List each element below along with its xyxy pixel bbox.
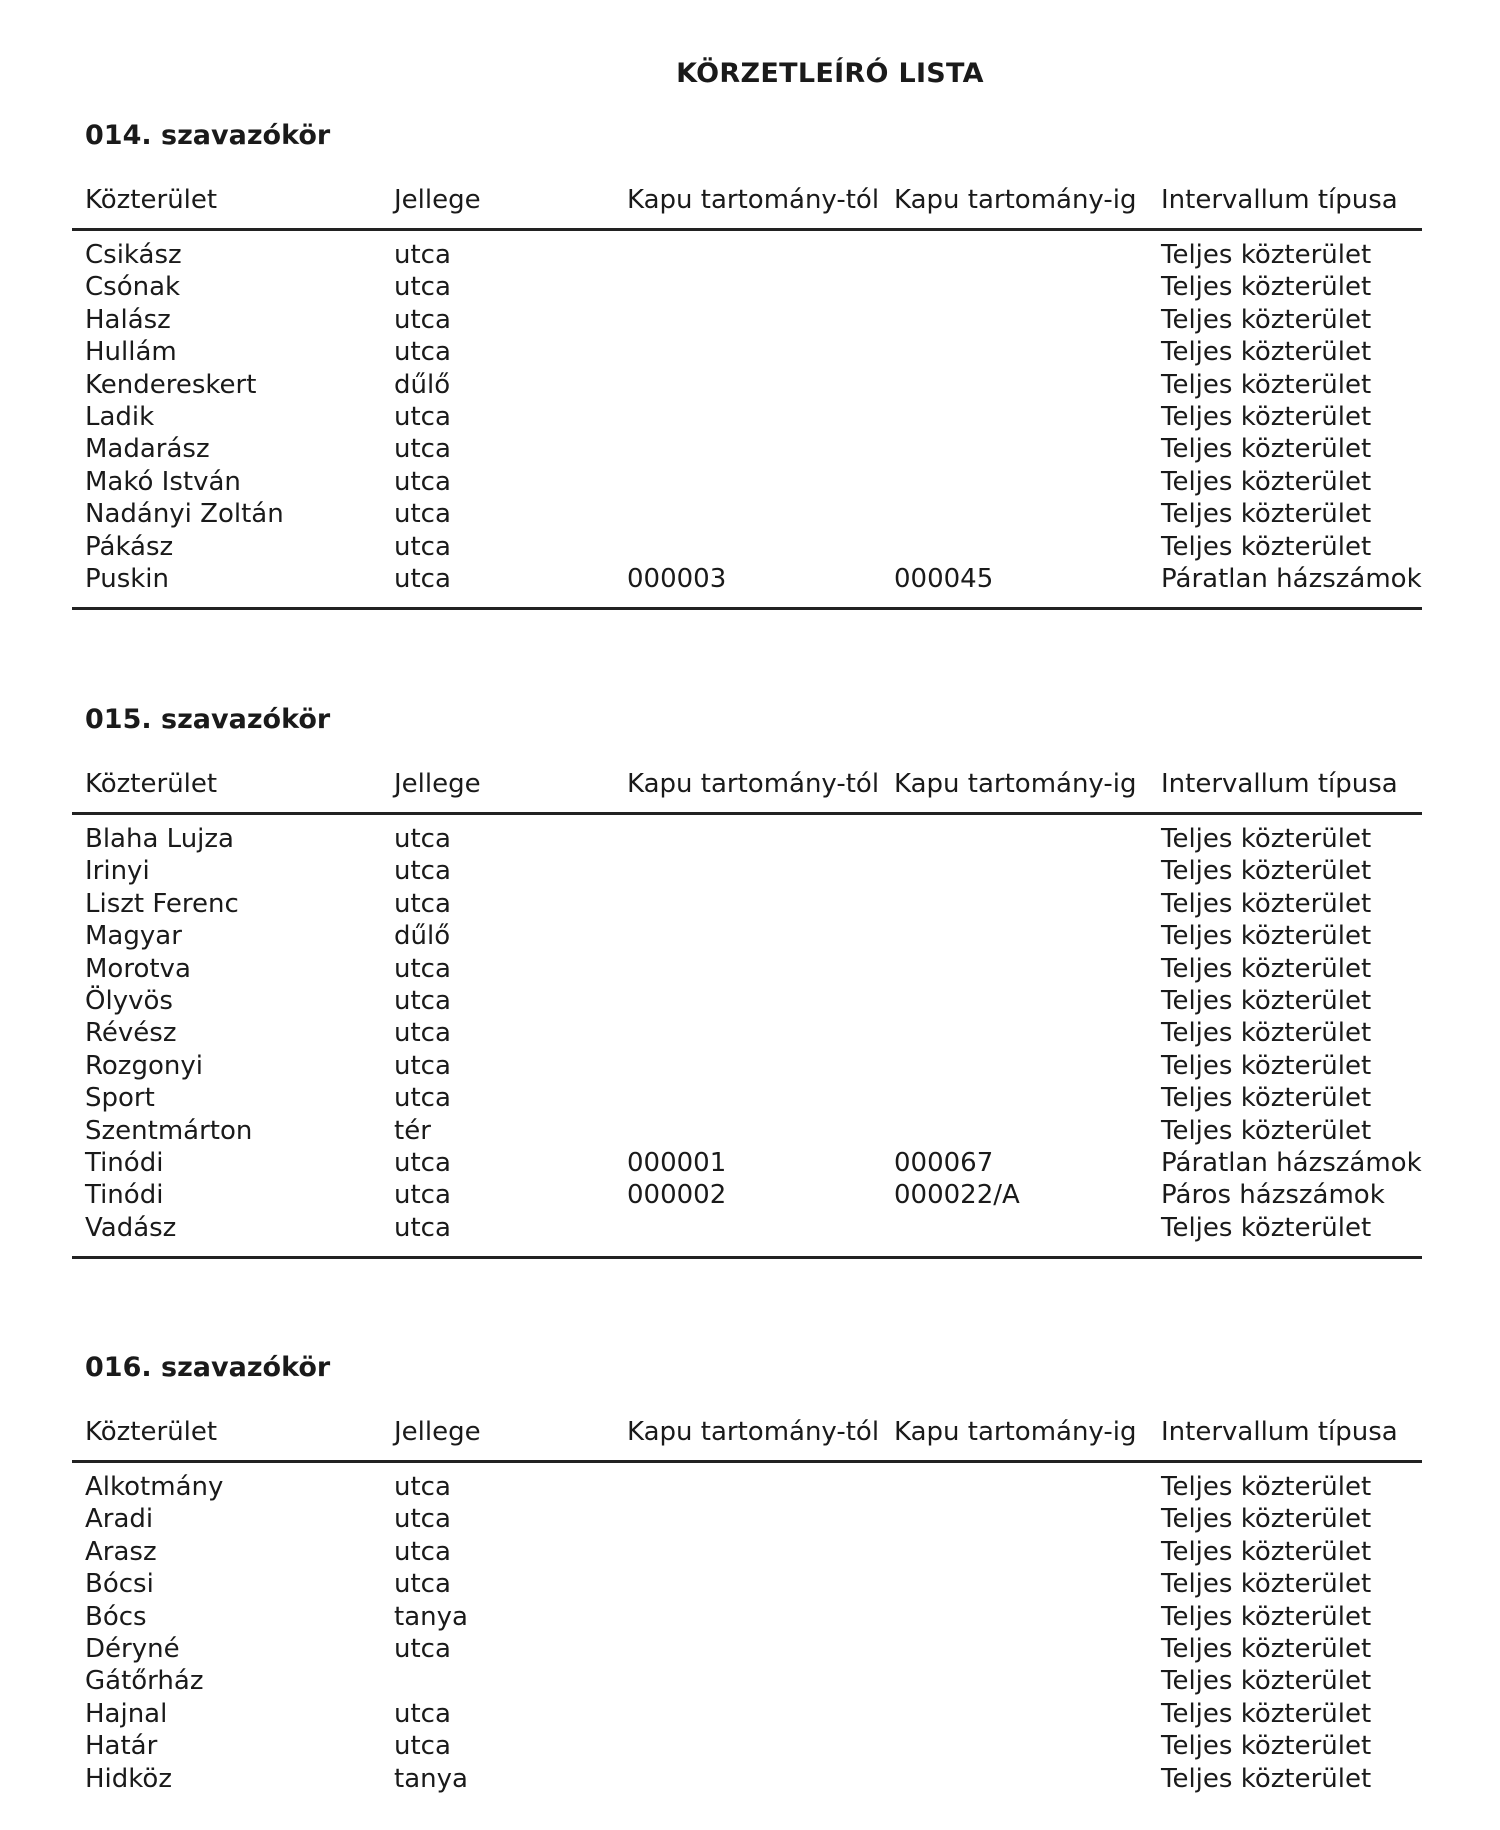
table-row <box>72 336 1422 368</box>
cell-intervallum: Teljes közterület <box>1161 1536 1372 1567</box>
cell-jellege: utca <box>394 531 451 562</box>
header-kapu-tol: Kapu tartomány-tól <box>627 1417 880 1447</box>
header-rule <box>72 228 1422 231</box>
table-row <box>72 823 1422 855</box>
section-014 <box>72 120 1422 610</box>
cell-kozterulet: Aradi <box>85 1504 154 1535</box>
header-kozterulet: Közterület <box>85 769 218 799</box>
cell-jellege: utca <box>394 1536 451 1567</box>
table-row <box>72 401 1422 433</box>
cell-jellege: utca <box>394 337 451 368</box>
section-015 <box>72 704 1422 1259</box>
cell-kozterulet: Tinódi <box>85 1180 164 1211</box>
cell-jellege: utca <box>394 1147 451 1178</box>
table-row <box>72 239 1422 271</box>
section-bottom-rule <box>72 607 1422 610</box>
cell-kozterulet: Ladik <box>85 401 155 432</box>
table-row <box>72 1082 1422 1114</box>
cell-kozterulet: Makó István <box>85 466 241 497</box>
table-row <box>72 1471 1422 1503</box>
section-title: 015. szavazókör <box>85 704 331 735</box>
table-row <box>72 1568 1422 1600</box>
table-row <box>72 369 1422 401</box>
table-row <box>72 1698 1422 1730</box>
header-kozterulet: Közterület <box>85 185 218 215</box>
cell-intervallum: Teljes közterület <box>1161 1763 1372 1794</box>
cell-kozterulet: Tinódi <box>85 1147 164 1178</box>
cell-jellege: utca <box>394 272 451 303</box>
cell-kozterulet: Bócsi <box>85 1569 154 1600</box>
cell-kozterulet: Ölyvös <box>85 985 173 1016</box>
header-kapu-ig: Kapu tartomány-ig <box>894 1417 1137 1447</box>
cell-jellege: utca <box>394 1698 451 1729</box>
header-kapu-ig: Kapu tartomány-ig <box>894 769 1137 799</box>
table-row <box>72 563 1422 595</box>
cell-jellege: utca <box>394 434 451 465</box>
cell-intervallum: Teljes közterület <box>1161 1601 1372 1632</box>
table-body <box>72 1471 1422 1795</box>
cell-jellege: utca <box>394 499 451 530</box>
cell-jellege: utca <box>394 563 451 594</box>
cell-kozterulet: Halász <box>85 304 171 335</box>
table-row <box>72 1633 1422 1665</box>
cell-kozterulet: Hullám <box>85 337 177 368</box>
table-row <box>72 855 1422 887</box>
cell-kozterulet: Alkotmány <box>85 1472 224 1502</box>
table-row <box>72 1665 1422 1697</box>
table-row <box>72 531 1422 563</box>
cell-intervallum: Teljes közterület <box>1161 1115 1372 1146</box>
cell-jellege: utca <box>394 304 451 335</box>
table-header <box>72 184 1422 216</box>
table-row <box>72 433 1422 465</box>
cell-kozterulet: Bócs <box>85 1601 147 1632</box>
table-row <box>72 920 1422 952</box>
cell-intervallum: Teljes közterület <box>1161 921 1372 952</box>
cell-intervallum: Teljes közterület <box>1161 1083 1372 1114</box>
table-body <box>72 239 1422 595</box>
cell-jellege: utca <box>394 466 451 497</box>
table-row <box>72 1536 1422 1568</box>
cell-kozterulet: Puskin <box>85 563 170 594</box>
cell-intervallum: Páratlan házszámok <box>1161 563 1422 594</box>
table-row <box>72 304 1422 336</box>
table-row <box>72 1050 1422 1082</box>
cell-intervallum: Teljes közterület <box>1161 1666 1372 1697</box>
cell-jellege: utca <box>394 824 451 854</box>
cell-intervallum: Teljes közterület <box>1161 953 1372 984</box>
cell-jellege: utca <box>394 1212 451 1243</box>
cell-intervallum: Teljes közterület <box>1161 1018 1372 1049</box>
section-title: 016. szavazókör <box>85 1352 331 1383</box>
header-kapu-tol: Kapu tartomány-tól <box>627 769 880 799</box>
cell-kapu-tol: 000003 <box>627 563 727 594</box>
cell-kozterulet: Liszt Ferenc <box>85 888 239 919</box>
table-header <box>72 768 1422 800</box>
cell-intervallum: Teljes közterület <box>1161 1212 1372 1243</box>
header-rule <box>72 1460 1422 1463</box>
cell-intervallum: Teljes közterület <box>1161 531 1372 562</box>
cell-intervallum: Teljes közterület <box>1161 466 1372 497</box>
cell-jellege: utca <box>394 1018 451 1049</box>
cell-kapu-ig: 000022/A <box>894 1180 1020 1211</box>
header-intervallum: Intervallum típusa <box>1161 769 1398 799</box>
cell-jellege: tanya <box>394 1601 468 1632</box>
cell-kozterulet: Madarász <box>85 434 210 465</box>
cell-jellege: utca <box>394 1472 451 1502</box>
table-row <box>72 1503 1422 1535</box>
cell-jellege: utca <box>394 401 451 432</box>
cell-intervallum: Teljes közterület <box>1161 1504 1372 1535</box>
table-header <box>72 1416 1422 1448</box>
cell-jellege: dűlő <box>394 369 451 400</box>
cell-intervallum: Teljes közterület <box>1161 499 1372 530</box>
header-jellege: Jellege <box>394 1417 481 1447</box>
cell-intervallum: Teljes közterület <box>1161 1731 1372 1762</box>
cell-jellege: utca <box>394 1504 451 1535</box>
cell-intervallum: Teljes közterület <box>1161 369 1372 400</box>
cell-jellege: utca <box>394 1180 451 1211</box>
cell-jellege: tanya <box>394 1763 468 1794</box>
table-body <box>72 823 1422 1244</box>
cell-intervallum: Teljes közterület <box>1161 1698 1372 1729</box>
cell-intervallum: Teljes közterület <box>1161 824 1372 854</box>
cell-intervallum: Teljes közterület <box>1161 985 1372 1016</box>
cell-kozterulet: Révész <box>85 1018 177 1049</box>
cell-intervallum: Teljes közterület <box>1161 1633 1372 1664</box>
cell-kozterulet: Kendereskert <box>85 369 257 400</box>
cell-intervallum: Teljes közterület <box>1161 888 1372 919</box>
table-row <box>72 1115 1422 1147</box>
table-row <box>72 1763 1422 1795</box>
cell-kozterulet: Határ <box>85 1731 158 1762</box>
cell-kozterulet: Nadányi Zoltán <box>85 499 284 530</box>
cell-intervallum: Páratlan házszámok <box>1161 1147 1422 1178</box>
cell-jellege: utca <box>394 1731 451 1762</box>
cell-kozterulet: Sport <box>85 1083 155 1114</box>
cell-kapu-tol: 000001 <box>627 1147 727 1178</box>
cell-kapu-ig: 000045 <box>894 563 994 594</box>
cell-jellege: utca <box>394 1050 451 1081</box>
cell-kozterulet: Magyar <box>85 921 182 952</box>
header-jellege: Jellege <box>394 769 481 799</box>
table-row <box>72 498 1422 530</box>
cell-jellege: dűlő <box>394 921 451 952</box>
cell-jellege: utca <box>394 240 451 270</box>
cell-jellege: utca <box>394 888 451 919</box>
table-row <box>72 888 1422 920</box>
table-row <box>72 466 1422 498</box>
header-kozterulet: Közterület <box>85 1417 218 1447</box>
cell-kozterulet: Csónak <box>85 272 181 303</box>
cell-intervallum: Teljes közterület <box>1161 304 1372 335</box>
cell-jellege: utca <box>394 953 451 984</box>
cell-intervallum: Teljes közterület <box>1161 1569 1372 1600</box>
cell-kozterulet: Vadász <box>85 1212 177 1243</box>
cell-kozterulet: Hajnal <box>85 1698 168 1729</box>
table-row <box>72 271 1422 303</box>
header-jellege: Jellege <box>394 185 481 215</box>
header-intervallum: Intervallum típusa <box>1161 1417 1398 1447</box>
table-row <box>72 1730 1422 1762</box>
cell-intervallum: Teljes közterület <box>1161 272 1372 303</box>
cell-kapu-ig: 000067 <box>894 1147 994 1178</box>
cell-kozterulet: Morotva <box>85 953 191 984</box>
cell-kozterulet: Gátőrház <box>85 1666 204 1697</box>
table-row <box>72 1601 1422 1633</box>
cell-kapu-tol: 000002 <box>627 1180 727 1211</box>
cell-intervallum: Teljes közterület <box>1161 1050 1372 1081</box>
page-title: KÖRZETLEÍRÓ LISTA <box>676 58 984 89</box>
cell-kozterulet: Hidköz <box>85 1763 172 1794</box>
section-bottom-rule <box>72 1256 1422 1259</box>
table-row <box>72 1017 1422 1049</box>
cell-kozterulet: Déryné <box>85 1633 180 1664</box>
cell-jellege: utca <box>394 1083 451 1114</box>
table-row <box>72 953 1422 985</box>
header-intervallum: Intervallum típusa <box>1161 185 1398 215</box>
cell-jellege: utca <box>394 856 451 887</box>
section-title: 014. szavazókör <box>85 120 331 151</box>
cell-intervallum: Teljes közterület <box>1161 856 1372 887</box>
cell-kozterulet: Rozgonyi <box>85 1050 203 1081</box>
cell-intervallum: Páros házszámok <box>1161 1180 1385 1211</box>
cell-kozterulet: Blaha Lujza <box>85 824 234 854</box>
cell-kozterulet: Arasz <box>85 1536 157 1567</box>
cell-intervallum: Teljes közterület <box>1161 1472 1372 1502</box>
cell-kozterulet: Csikász <box>85 240 182 270</box>
header-kapu-ig: Kapu tartomány-ig <box>894 185 1137 215</box>
cell-intervallum: Teljes közterület <box>1161 337 1372 368</box>
cell-jellege: utca <box>394 985 451 1016</box>
table-row <box>72 1212 1422 1244</box>
cell-intervallum: Teljes közterület <box>1161 240 1372 270</box>
cell-intervallum: Teljes közterület <box>1161 434 1372 465</box>
cell-jellege: utca <box>394 1569 451 1600</box>
cell-kozterulet: Szentmárton <box>85 1115 253 1146</box>
cell-intervallum: Teljes közterület <box>1161 401 1372 432</box>
cell-kozterulet: Irinyi <box>85 856 150 887</box>
table-row <box>72 1179 1422 1211</box>
section-016 <box>72 1352 1422 1795</box>
table-row <box>72 1147 1422 1179</box>
header-rule <box>72 812 1422 815</box>
cell-jellege: utca <box>394 1633 451 1664</box>
table-row <box>72 985 1422 1017</box>
header-kapu-tol: Kapu tartomány-tól <box>627 185 880 215</box>
cell-jellege: tér <box>394 1115 431 1146</box>
cell-kozterulet: Pákász <box>85 531 174 562</box>
